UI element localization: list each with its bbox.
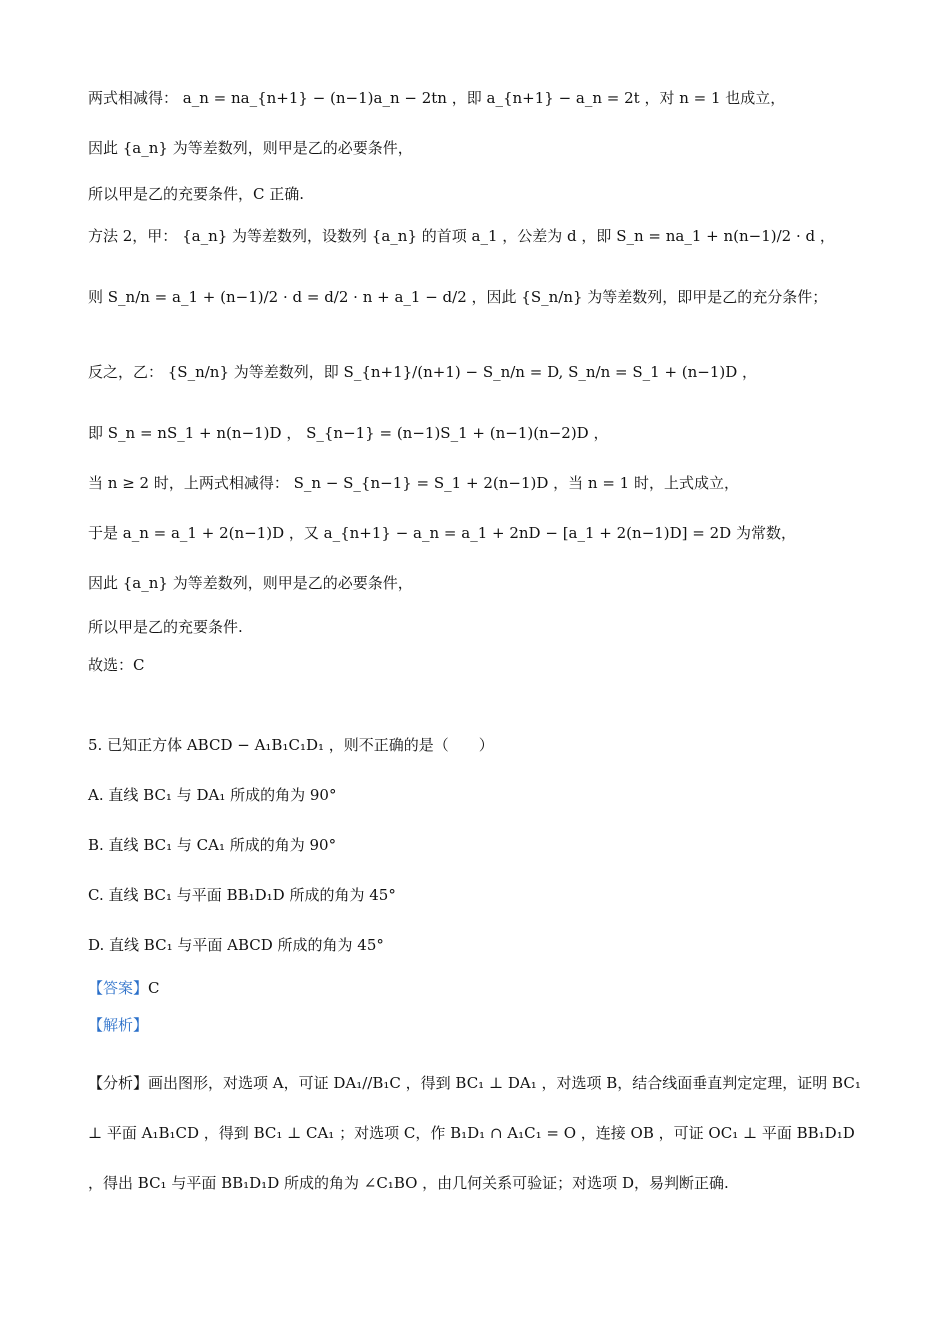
question-stem: 5. 已知正方体 ABCD − A₁B₁C₁D₁ ，则不正确的是（ ）: [88, 736, 494, 754]
option-d: D. 直线 BC₁ 与平面 ABCD 所成的角为 45°: [88, 936, 384, 954]
text-line-6: 反之，乙： {S_n/n} 为等差数列，即 S_{n+1}/(n+1) − S_n/n = D, S_n/n = S_1 + (n−1)D ，: [88, 363, 758, 381]
answer-line: [88, 978, 160, 998]
text-line-10: 因此 {a_n} 为等差数列，则甲是乙的必要条件，: [88, 574, 413, 592]
option-c: C. 直线 BC₁ 与平面 BB₁D₁D 所成的角为 45°: [88, 886, 396, 904]
text-line-8: 当 n ≥ 2 时，上两式相减得： S_n − S_{n−1} = S_1 + 2(n−1)D ，当 n = 1 时，上式成立，: [88, 474, 739, 492]
text-line-5: 则 S_n/n = a_1 + (n−1)/2 · d = d/2 · n + a_1 − d/2 ，因此 {S_n/n} 为等差数列，即甲是乙的充分条件；: [88, 288, 828, 306]
text-line-9: 于是 a_n = a_1 + 2(n−1)D ，又 a_{n+1} − a_n = a_1 + 2nD − [a_1 + 2(n−1)D] = 2D 为常数，: [88, 524, 796, 542]
text-line-2: 因此 {a_n} 为等差数列，则甲是乙的必要条件，: [88, 139, 413, 157]
text-line-12: 故选：C: [88, 656, 145, 674]
answer-tag: 【答案】: [88, 979, 149, 997]
answer-value: C: [148, 979, 160, 997]
text-line-1: 两式相减得： a_n = na_{n+1} − (n−1)a_n − 2tn ，即 a_{n+1} − a_n = 2t ，对 n = 1 也成立，: [88, 89, 786, 107]
analysis-tag: 【解析】: [88, 1016, 149, 1034]
text-line-4: 方法 2，甲： {a_n} 为等差数列，设数列 {a_n} 的首项 a_1 ，公差为 d ，即 S_n = na_1 + n(n−1)/2 · d ，: [88, 227, 835, 245]
option-b: B. 直线 BC₁ 与 CA₁ 所成的角为 90°: [88, 836, 337, 854]
option-a: A. 直线 BC₁ 与 DA₁ 所成的角为 90°: [88, 786, 337, 804]
analysis-text: 【分析】画出图形，对选项 A，可证 DA₁//B₁C ，得到 BC₁ ⊥ DA₁ ，对选项 B，结合线面垂直判定定理，证明 BC₁ ⊥ 平面 A₁B₁CD ，得到 BC₁ ⊥ CA₁ ；对选项 C，作 B₁D₁ ∩ A₁C₁ = O ，连接 OB ，可证 OC₁ ⊥ 平面 BB₁D₁D ，得出 BC₁ 与平面 BB₁D₁D 所成的角为 ∠C₁BO ，由几何关系可验证；对选项 D，易判断正确.: [88, 1074, 861, 1192]
text-line-11: 所以甲是乙的充要条件.: [88, 618, 243, 636]
text-line-3: 所以甲是乙的充要条件，C 正确.: [88, 185, 305, 203]
text-line-7: 即 S_n = nS_1 + n(n−1)D ， S_{n−1} = (n−1)S_1 + (n−1)(n−2)D ，: [88, 424, 609, 442]
